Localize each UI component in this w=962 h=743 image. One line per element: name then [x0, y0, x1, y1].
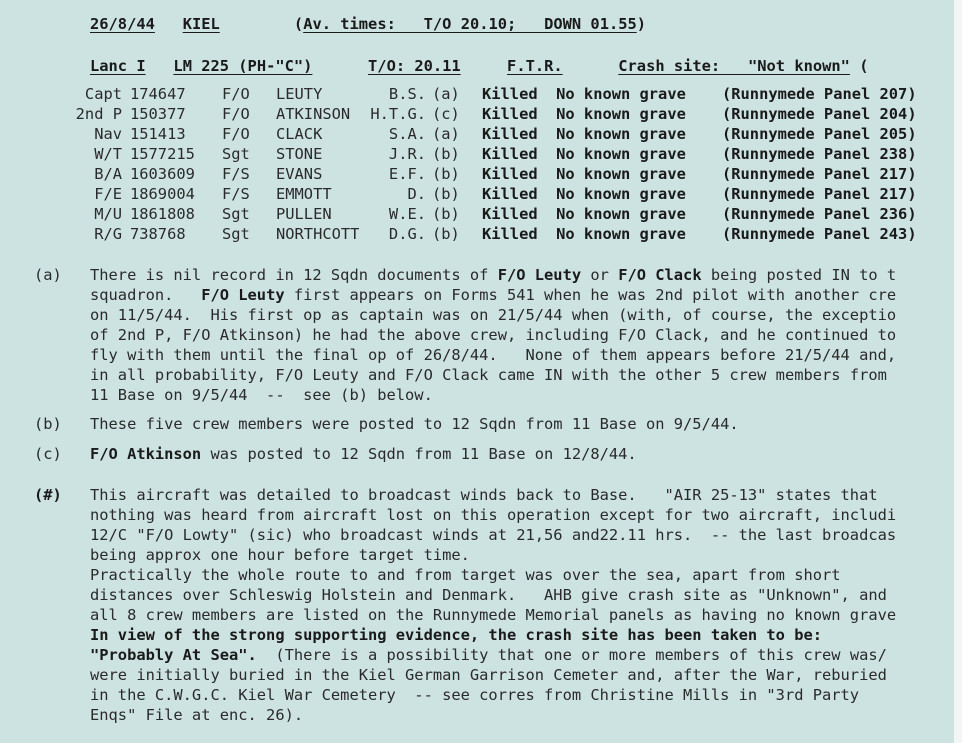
crew-name: EMMOTT: [276, 185, 332, 203]
note-text: were initially buried in the Kiel German Garrison Cemeter and, after the War, reburied: [90, 666, 887, 684]
crew-rank: F/O: [222, 125, 250, 143]
note-a-label: (a): [34, 266, 62, 284]
av-times: Av. times: T/O 20.10; DOWN 01.55: [303, 15, 637, 33]
aircraft-line: [90, 56, 868, 76]
av-times-close: ): [636, 15, 647, 33]
crew-number: 151413: [130, 125, 186, 143]
crew-fate: Killed No known grave: [482, 225, 686, 243]
crew-memorial: (Runnymede Panel 217): [722, 165, 917, 183]
crew-role: F/E: [94, 185, 122, 203]
crew-name: STONE: [276, 145, 323, 163]
crew-role: R/G: [94, 225, 122, 243]
crew-memorial: (Runnymede Panel 238): [722, 145, 917, 163]
crew-rank: Sgt: [222, 145, 250, 163]
crew-name: LEUTY: [276, 85, 323, 103]
table-row: [60, 144, 917, 164]
note-text: distances over Schleswig Holstein and Denmark. AHB give crash site as "Unknown", and: [90, 586, 887, 604]
crew-fate: Killed No known grave: [482, 145, 686, 163]
crew-note: (c): [432, 105, 460, 123]
crew-fate: Killed No known grave: [482, 85, 686, 103]
note-text: 11 Base on 9/5/44 -- see (b) below.: [90, 386, 433, 404]
crew-rank: Sgt: [222, 205, 250, 223]
table-row: [60, 184, 917, 204]
note-bold: "Probably At Sea".: [90, 646, 257, 664]
raid-date: 26/8/44: [90, 15, 155, 33]
crew-table: [60, 84, 917, 244]
crew-initials: W.E.: [388, 205, 426, 223]
note-b-label: (b): [34, 415, 62, 433]
note-text: in the C.W.G.C. Kiel War Cemetery -- see corres from Christine Mills in "3rd Party: [90, 686, 860, 704]
note-text: being posted IN to t: [701, 266, 897, 284]
note-text: (There is a possibility that one or more members of this crew was/: [256, 646, 887, 664]
crew-initials: J.R.: [388, 145, 426, 163]
crew-rank: F/S: [222, 165, 250, 183]
note-bold: F/O Atkinson: [90, 445, 202, 463]
crew-fate: Killed No known grave: [482, 165, 686, 183]
crew-name: PULLEN: [276, 205, 332, 223]
crew-number: 738768: [130, 225, 186, 243]
crew-initials: E.F.: [388, 165, 426, 183]
crew-note: (b): [432, 205, 460, 223]
crew-role: M/U: [94, 205, 122, 223]
aircraft-takeoff: T/O: 20.11: [368, 57, 461, 75]
aircraft-serial: LM 225 (PH-"C"): [173, 57, 313, 75]
crew-memorial: (Runnymede Panel 205): [722, 125, 917, 143]
note-text: There is nil record in 12 Sqdn documents of: [90, 266, 498, 284]
crash-site-tail: (: [849, 57, 869, 75]
note-text: 12/C "F/O Lowty" (sic) who broadcast winds at 21,56 and22.11 hrs. -- the last broadcas: [90, 526, 897, 544]
note-c-label: (c): [34, 445, 62, 463]
crash-site: Crash site: "Not known": [618, 57, 850, 75]
crew-note: (a): [432, 125, 460, 143]
crew-fate: Killed No known grave: [482, 125, 686, 143]
note-bold: F/O Leuty: [201, 286, 285, 304]
crew-name: EVANS: [276, 165, 323, 183]
crew-number: 150377: [130, 105, 186, 123]
note-text: squadron.: [90, 286, 202, 304]
note-text: or: [581, 266, 619, 284]
table-row: [60, 84, 917, 104]
note-text: nothing was heard from aircraft lost on this operation except for two aircraft, includi: [90, 506, 897, 524]
note-a: [90, 265, 896, 405]
crew-initials: B.S.: [388, 85, 426, 103]
note-hash-label: (#): [34, 486, 62, 504]
crew-memorial: (Runnymede Panel 207): [722, 85, 917, 103]
table-row: [60, 124, 917, 144]
table-row: [60, 164, 917, 184]
raid-target: KIEL: [182, 15, 220, 33]
crew-name: ATKINSON: [276, 105, 351, 123]
note-text: being approx one hour before target time.: [90, 546, 470, 564]
crew-fate: Killed No known grave: [482, 205, 686, 223]
av-times-open: (: [293, 15, 304, 33]
crew-rank: F/O: [222, 105, 250, 123]
crew-rank: F/S: [222, 185, 250, 203]
crew-number: 1577215: [130, 145, 195, 163]
crew-name: CLACK: [276, 125, 323, 143]
crew-number: 1861808: [130, 205, 195, 223]
crew-memorial: (Runnymede Panel 243): [722, 225, 917, 243]
note-c: [90, 444, 637, 464]
crew-number: 1869004: [130, 185, 195, 203]
crew-note: (b): [432, 185, 460, 203]
note-text: was posted to 12 Sqdn from 11 Base on 12/8/44.: [201, 445, 637, 463]
crew-role: W/T: [94, 145, 122, 163]
note-text: Practically the whole route to and from target was over the sea, apart from short: [90, 566, 841, 584]
note-text: on 11/5/44. His first op as captain was on 21/5/44 when (with, of course, the exceptio: [90, 306, 897, 324]
crew-number: 1603609: [130, 165, 195, 183]
note-text: Enqs" File at enc. 26).: [90, 706, 304, 724]
note-text: of 2nd P, F/O Atkinson) he had the above crew, including F/O Clack, and he continued to: [90, 326, 897, 344]
note-bold: In view of the strong supporting evidence, the crash site has been taken to be:: [90, 626, 823, 644]
crew-note: (b): [432, 165, 460, 183]
note-text: first appears on Forms 541 when he was 2nd pilot with another cre: [284, 286, 897, 304]
note-text: This aircraft was detailed to broadcast winds back to Base. "AIR 25-13" states that: [90, 486, 878, 504]
crew-role: 2nd P: [75, 105, 122, 123]
crew-initials: H.T.G.: [370, 105, 426, 123]
aircraft-type: Lanc I: [90, 57, 146, 75]
crew-memorial: (Runnymede Panel 217): [722, 185, 917, 203]
crew-note: (b): [432, 225, 460, 243]
crew-note: (a): [432, 85, 460, 103]
crew-role: Nav: [94, 125, 122, 143]
note-bold: F/O Clack: [618, 266, 702, 284]
crew-number: 174647: [130, 85, 186, 103]
crew-rank: Sgt: [222, 225, 250, 243]
crew-role: B/A: [94, 165, 122, 183]
note-text: fly with them until the final op of 26/8/44. None of them appears before 21/5/44 and,: [90, 346, 897, 364]
page-edge: [954, 0, 962, 743]
crew-note: (b): [432, 145, 460, 163]
crew-rank: F/O: [222, 85, 250, 103]
crew-name: NORTHCOTT: [276, 225, 360, 243]
table-row: [60, 204, 917, 224]
aircraft-status: F.T.R.: [507, 57, 563, 75]
note-bold: F/O Leuty: [497, 266, 582, 284]
crew-initials: D.G.: [388, 225, 426, 243]
note-hash: [90, 485, 896, 725]
header-line: [90, 14, 646, 34]
crew-role: Capt: [84, 85, 122, 103]
crew-initials: D.: [407, 185, 426, 203]
note-text: in all probability, F/O Leuty and F/O Clack came IN with the other 5 crew members from: [90, 366, 887, 384]
crew-fate: Killed No known grave: [482, 185, 686, 203]
note-text: all 8 crew members are listed on the Runnymede Memorial panels as having no known grave: [90, 606, 897, 624]
table-row: [60, 104, 917, 124]
note-b: These five crew members were posted to 12 Sqdn from 11 Base on 9/5/44.: [90, 415, 739, 433]
crew-memorial: (Runnymede Panel 204): [722, 105, 917, 123]
crew-initials: S.A.: [388, 125, 426, 143]
crew-memorial: (Runnymede Panel 236): [722, 205, 917, 223]
crew-fate: Killed No known grave: [482, 105, 686, 123]
table-row: [60, 224, 917, 244]
